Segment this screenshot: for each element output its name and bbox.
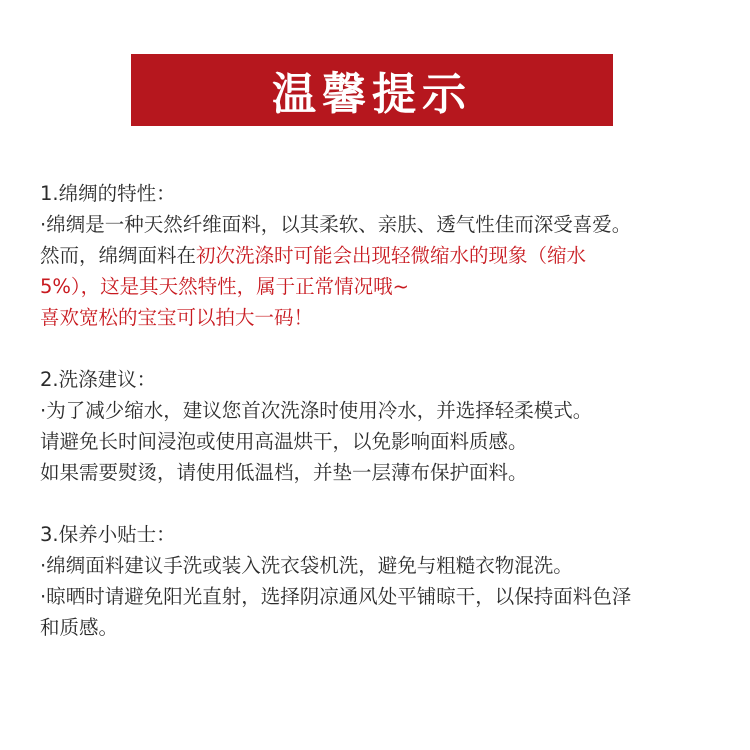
paragraph-line — [40, 240, 730, 271]
notice-content — [40, 178, 730, 643]
section-spacer — [40, 333, 730, 364]
section-fabric-properties — [40, 178, 730, 333]
shrinkage-warning-text: 5%），这是其天然特性，属于正常情况哦~ — [40, 275, 410, 298]
section-heading: 3.保养小贴士： — [40, 523, 176, 546]
paragraph-line: ·绵绸面料建议手洗或装入洗衣袋机洗，避免与粗糙衣物混洗。 — [40, 554, 573, 577]
paragraph-line: ·为了减少缩水，建议您首次洗涤时使用冷水，并选择轻柔模式。 — [40, 399, 593, 422]
size-tip-text: 喜欢宽松的宝宝可以拍大一码！ — [40, 306, 314, 329]
line-text: 然而，绵绸面料在 — [40, 244, 197, 267]
paragraph-line: 和质感。 — [40, 616, 119, 639]
paragraph-line: 如果需要熨烫，请使用低温档，并垫一层薄布保护面料。 — [40, 461, 528, 484]
paragraph-line: ·绵绸是一种天然纤维面料，以其柔软、亲肤、透气性佳而深受喜爱。 — [40, 213, 632, 236]
paragraph-line: ·晾晒时请避免阳光直射，选择阴凉通风处平铺晾干，以保持面料色泽 — [40, 585, 632, 608]
section-heading: 1.绵绸的特性： — [40, 182, 176, 205]
section-care-tips — [40, 519, 730, 643]
paragraph-line: 请避免长时间浸泡或使用高温烘干，以免影响面料质感。 — [40, 430, 528, 453]
title-banner — [131, 54, 613, 126]
page-title: 温馨提示 — [272, 69, 472, 120]
section-heading: 2.洗涤建议： — [40, 368, 157, 391]
shrinkage-warning-text: 初次洗涤时可能会出现轻微缩水的现象（缩水 — [196, 244, 587, 267]
section-spacer — [40, 488, 730, 519]
section-washing-advice — [40, 364, 730, 488]
